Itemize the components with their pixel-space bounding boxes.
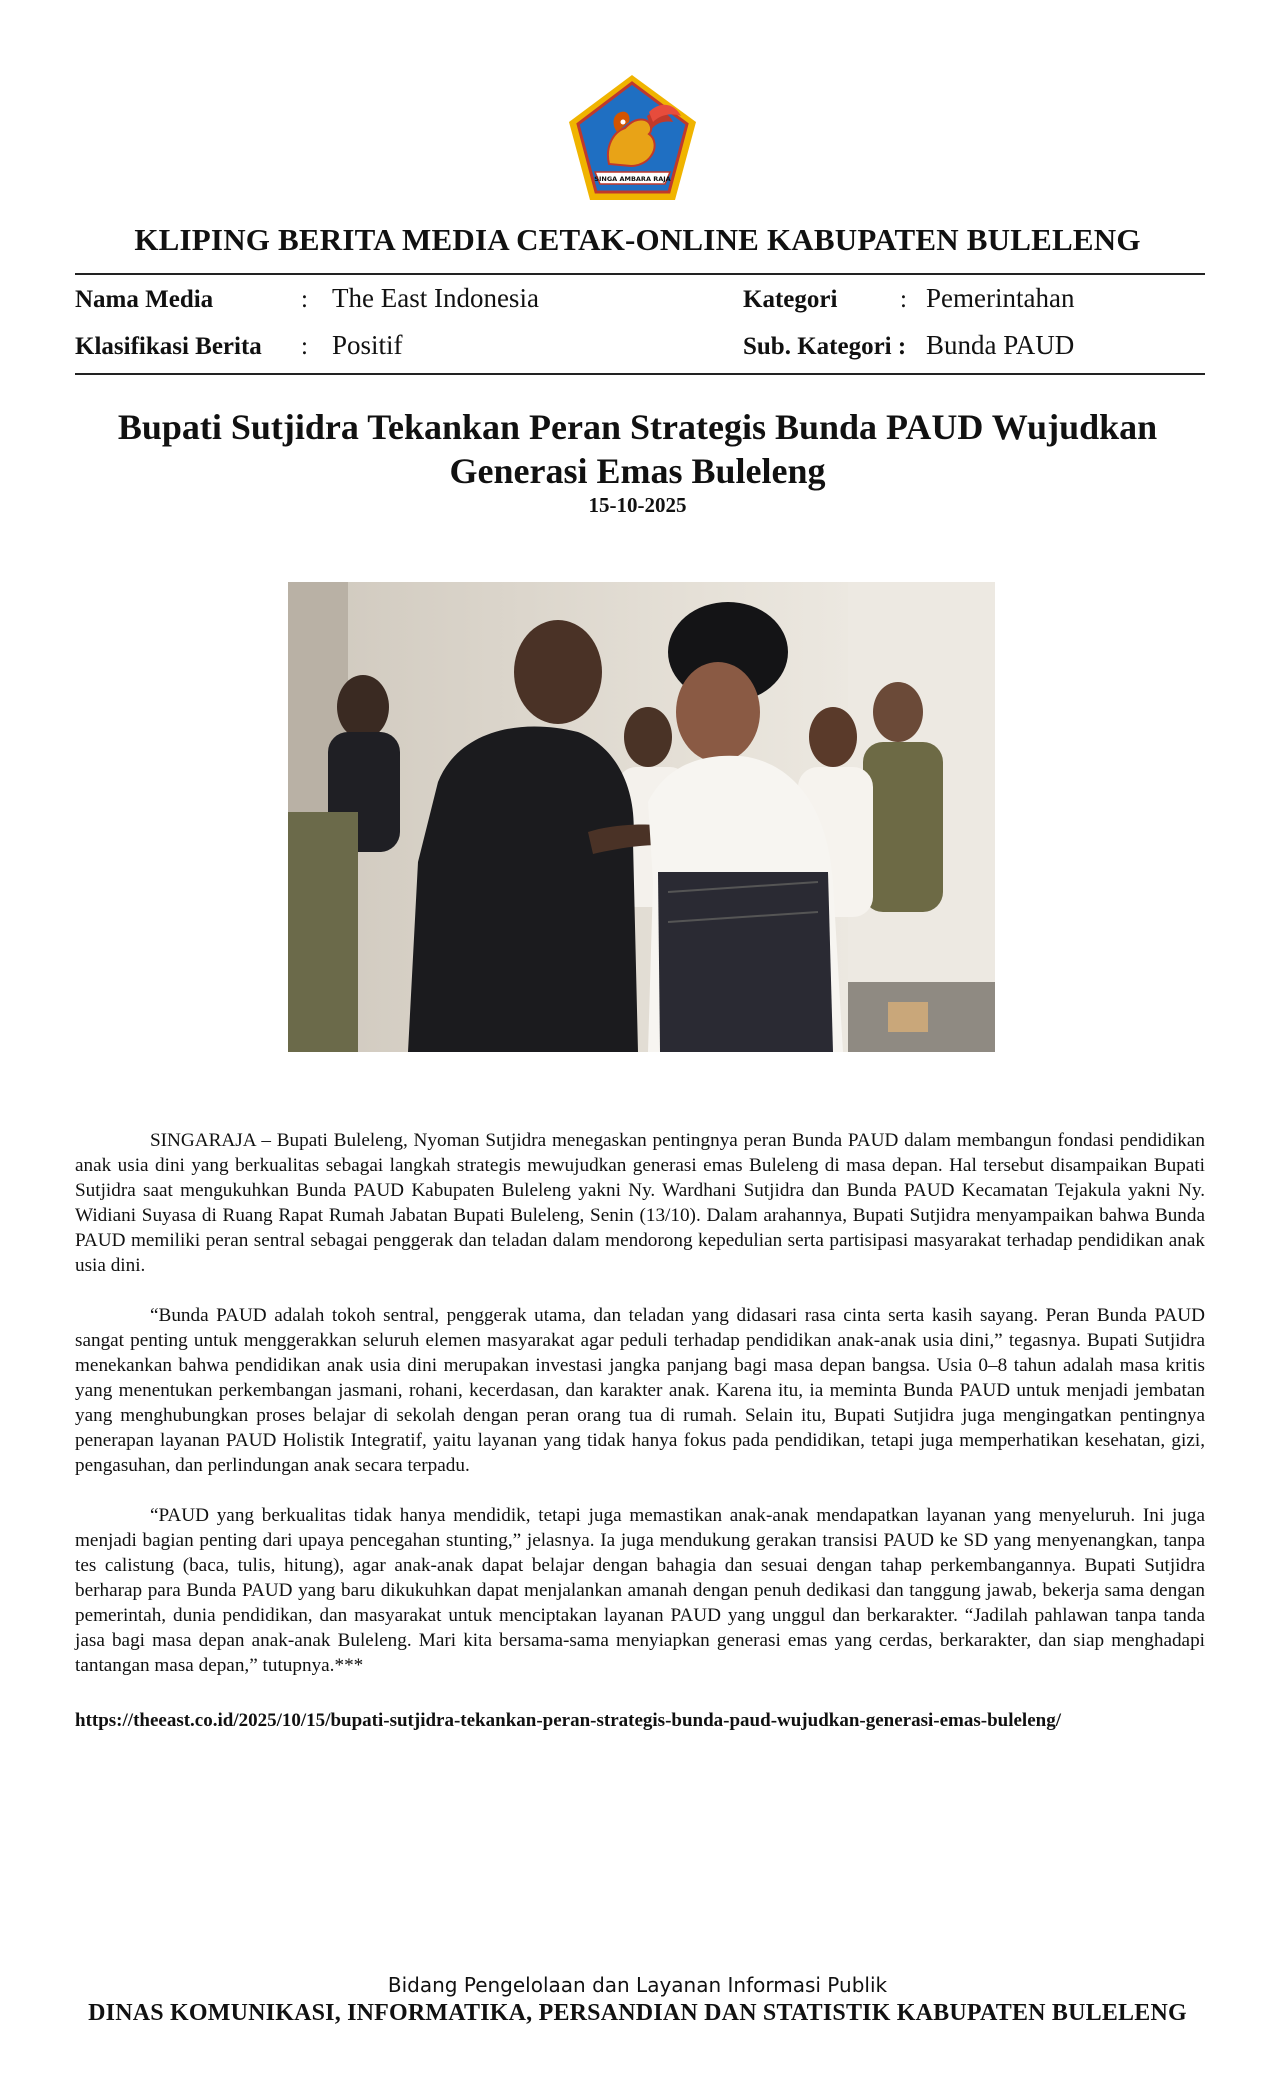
klasifikasi-label: Klasifikasi Berita bbox=[75, 333, 262, 360]
article-title-line-2: Generasi Emas Buleleng bbox=[449, 451, 826, 491]
news-photo-icon bbox=[288, 582, 995, 1052]
klasifikasi-value: Positif bbox=[332, 330, 403, 360]
clipping-header-title: KLIPING BERITA MEDIA CETAK-ONLINE KABUPATEN BULELENG bbox=[134, 222, 1141, 257]
kategori-value: Pemerintahan bbox=[926, 283, 1075, 313]
footer-agency: DINAS KOMUNIKASI, INFORMATIKA, PERSANDIAN DAN STATISTIK KABUPATEN BULELENG bbox=[88, 2000, 1187, 2026]
article-date: 15-10-2025 bbox=[588, 493, 687, 517]
article-title-line-1: Bupati Sutjidra Tekankan Peran Strategis Bunda PAUD Wujudkan bbox=[117, 407, 1158, 447]
divider-top bbox=[75, 273, 1205, 275]
article-title bbox=[0, 405, 1275, 493]
singa-ambara-raja-logo-icon bbox=[565, 72, 700, 204]
colon: : bbox=[301, 333, 308, 360]
sub-kategori-value: Bunda PAUD bbox=[926, 330, 1075, 360]
article-paragraph-2: “Bunda PAUD adalah tokoh sentral, penggerak utama, dan teladan yang didasari rasa cinta serta kasih sayang. Peran Bunda PAUD sangat penting untuk menggerakkan seluruh elemen masyarakat agar peduli terhadap pendidikan anak-anak usia dini,” tegasnya. Bupati Sutjidra menekankan bahwa pendidikan anak usia dini merupakan investasi jangka panjang bagi masa depan bangsa. Usia 0–8 tahun adalah masa kritis yang menentukan perkembangan jasmani, rohani, kecerdasan, dan karakter anak. Karena itu, ia meminta Bunda PAUD untuk menjadi jembatan yang menghubungkan proses belajar di sekolah dengan peran orang tua di rumah. Selain itu, Bupati Sutjidra juga mengingatkan pentingnya penerapan layanan PAUD Holistik Integratif, yaitu layanan yang tidak hanya fokus pada pendidikan, tetapi juga memperhatikan kesehatan, gizi, pengasuhan, dan perlindungan anak secara terpadu. bbox=[75, 1305, 1205, 1476]
article-paragraph-1: SINGARAJA – Bupati Buleleng, Nyoman Sutjidra menegaskan pentingnya peran Bunda PAUD dalam membangun fondasi pendidikan anak usia dini yang berkualitas sebagai langkah strategis mewujudkan generasi emas Buleleng di masa depan. Hal tersebut disampaikan Bupati Sutjidra saat mengukuhkan Bunda PAUD Kabupaten Buleleng yakni Ny. Wardhani Sutjidra dan Bunda PAUD Kecamatan Tejakula yakni Ny. Widiani Suyasa di Ruang Rapat Rumah Jabatan Bupati Buleleng, Senin (13/10). Dalam arahannya, Bupati Sutjidra menyampaikan bahwa Bunda PAUD memiliki peran sentral sebagai penggerak dan teladan dalam mendorong kepedulian serta partisipasi masyarakat terhadap pendidikan anak usia dini. bbox=[75, 1130, 1205, 1276]
source-url-link[interactable]: https://theeast.co.id/2025/10/15/bupati-sutjidra-tekankan-peran-strategis-bunda-paud-wujudkan-generasi-emas-buleleng/ bbox=[75, 1710, 1061, 1731]
logo-ribbon-text: SINGA AMBARA RAJA bbox=[594, 175, 671, 183]
footer-department: Bidang Pengelolaan dan Layanan Informasi Publik bbox=[387, 1973, 888, 1997]
colon: : bbox=[900, 286, 907, 313]
colon: : bbox=[301, 286, 308, 313]
article-body bbox=[75, 1128, 1205, 1703]
sub-kategori-label: Sub. Kategori : bbox=[743, 333, 907, 360]
kategori-label: Kategori bbox=[743, 286, 838, 313]
nama-media-value: The East Indonesia bbox=[332, 283, 539, 313]
divider-bottom bbox=[75, 373, 1205, 375]
article-paragraph-3: “PAUD yang berkualitas tidak hanya mendidik, tetapi juga memastikan anak-anak mendapatkan layanan yang menyeluruh. Ini juga menjadi bagian penting dari upaya pencegahan stunting,” jelasnya. Ia juga mendukung gerakan transisi PAUD ke SD yang menyenangkan, tanpa tes calistung (baca, tulis, hitung), agar anak-anak dapat belajar dengan bahagia dan sesuai dengan tahap perkembangannya. Bupati Sutjidra berharap para Bunda PAUD yang baru dikukuhkan dapat menjalankan amanah dengan penuh dedikasi dan tanggung jawab, bekerja sama dengan pemerintah, dunia pendidikan, dan masyarakat untuk menciptakan layanan PAUD yang unggul dan berkarakter. “Jadilah pahlawan tanpa tanda jasa bagi masa depan anak-anak Buleleng. Mari kita bersama-sama menyiapkan generasi emas yang cerdas, berkarakter, dan siap menghadapi tantangan masa depan,” tutupnya.*** bbox=[75, 1505, 1205, 1676]
nama-media-label: Nama Media bbox=[75, 286, 214, 313]
